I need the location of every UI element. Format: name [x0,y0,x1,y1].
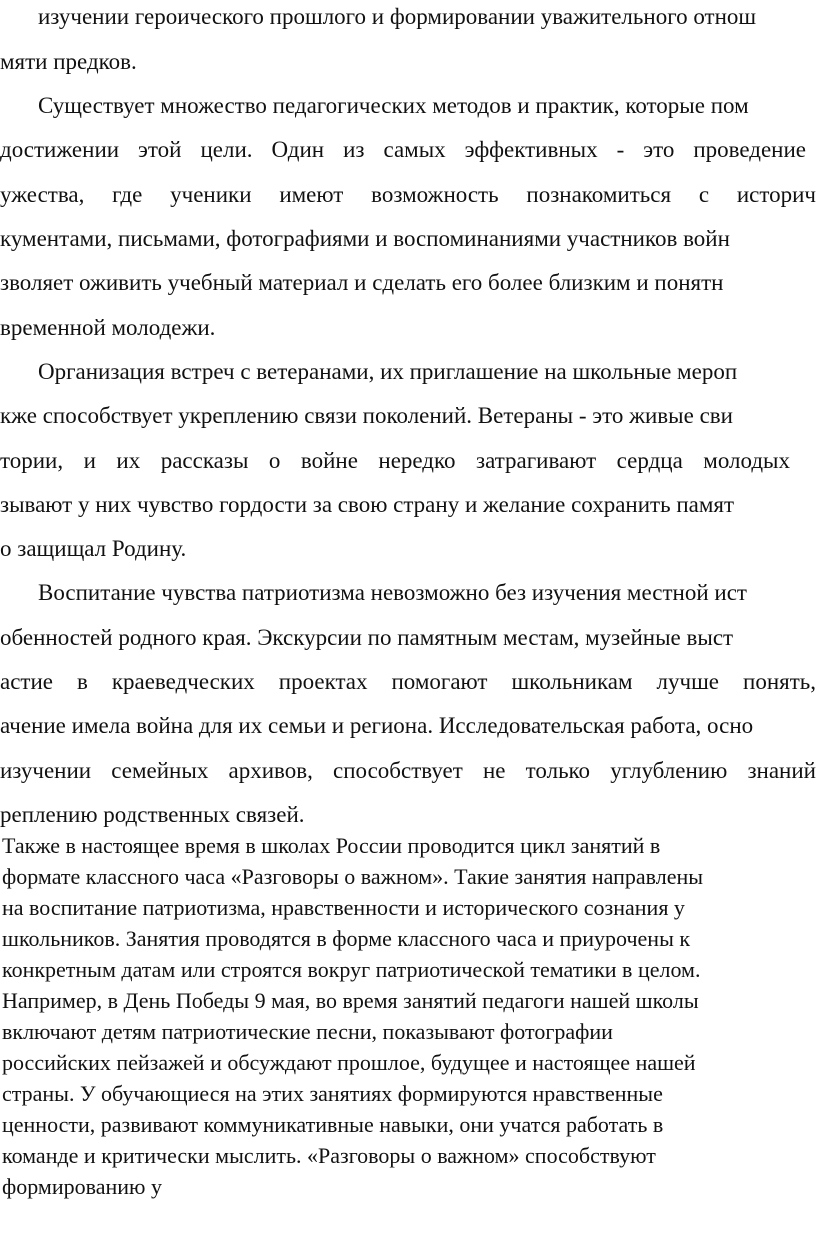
text-line: о защищал Родину. [0,536,187,561]
text-line: изучении семейных архивов, способствует не только углублению знаний [0,758,816,783]
text-line: Также в настоящее время в школах России проводится цикл занятий в [2,833,661,858]
text-line: реплению родственных связей. [0,802,305,827]
text-line: зывают у них чувство гордости за свою страну и желание сохранить памят [0,492,735,517]
text-line: Например, в День Победы 9 мая, во время занятий педагоги нашей школы [2,988,699,1013]
text-line: Существует множество педагогических методов и практик, которые пом [38,93,749,118]
text-line: конкретным датам или строятся вокруг патриотической тематики в целом. [2,957,701,982]
text-line: ачение имела война для их семьи и региона. Исследовательская работа, осно [0,713,754,738]
text-line: включают детям патриотические песни, показывают фотографии [2,1019,613,1044]
text-line: Воспитание чувства патриотизма невозможно без изучения местной ист [38,580,747,605]
text-line: зволяет оживить учебный материал и сделать его более близким и понятн [0,270,724,295]
text-line: обенностей родного края. Экскурсии по памятным местам, музейные выст [0,625,734,650]
text-line: ценности, развивают коммуникативные навыки, они учатся работать в [2,1112,664,1137]
text-line: изучении героического прошлого и формировании уважительного отнош [38,4,757,29]
text-line: формированию у [2,1174,162,1199]
text-line: мяти предков. [0,49,137,74]
text-line: школьников. Занятия проводятся в форме классного часа и приурочены к [2,926,691,951]
text-line: команде и критически мыслить. «Разговоры о важном» способствуют [2,1143,656,1168]
text-line: ужества, где ученики имеют возможность познакомиться с историч [0,182,816,207]
text-line: временной молодежи. [0,315,216,340]
text-line: кументами, письмами, фотографиями и воспоминаниями участников войн [0,226,730,251]
text-line: астие в краеведческих проектах помогают школьникам лучше понять, [0,669,816,694]
text-line: на воспитание патриотизма, нравственности и исторического сознания у [2,895,685,920]
text-line: формате классного часа «Разговоры о важном». Такие занятия направлены [2,864,704,889]
text-line: кже способствует укреплению связи поколений. Ветераны - это живые сви [0,403,733,428]
text-line: российских пейзажей и обсуждают прошлое, будущее и настоящее нашей [2,1050,696,1075]
text-line: страны. У обучающиеся на этих занятиях формируются нравственные [2,1081,663,1106]
text-line: тории, и их рассказы о войне нередко затрагивают сердца молодых [0,448,790,473]
text-line: достижении этой цели. Один из самых эффективных - это проведение [0,137,806,162]
text-line: Организация встреч с ветеранами, их приглашение на школьные мероп [38,359,738,384]
